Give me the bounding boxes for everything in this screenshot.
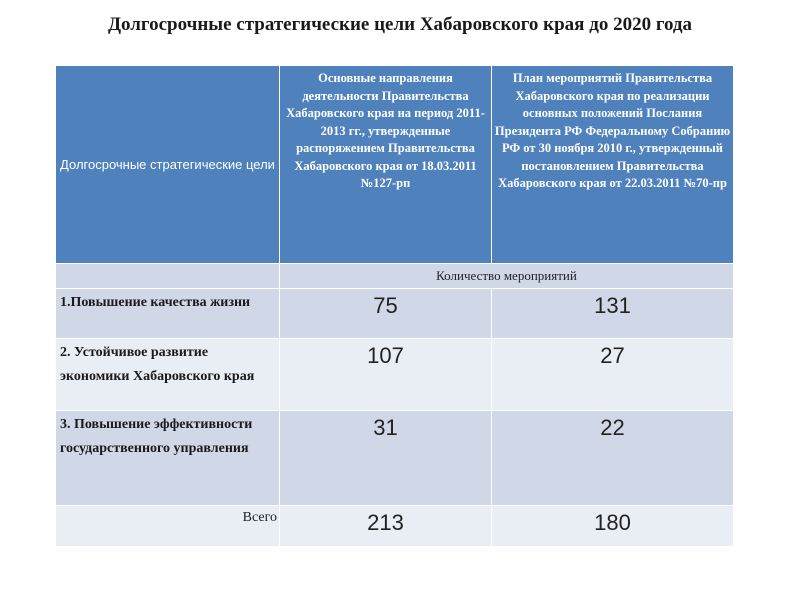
table-row: [56, 289, 734, 339]
value-cell-directions: 107: [280, 339, 492, 411]
header-plan: План мероприятий Правительства Хабаровского края по реализации основных положений Послания Президента РФ Федеральному Собранию РФ от 30 ноября 2010 г., утвержденный постановлением Правительства Хабаровского края от 22.03.2011 №70-пр: [492, 66, 734, 264]
subheader-row: [56, 264, 734, 289]
goals-table: [55, 65, 734, 547]
goal-cell: 2. Устойчивое развитие экономики Хабаровского края: [56, 339, 280, 411]
header-directions: Основные направления деятельности Правительства Хабаровского края на период 2011-2013 гг., утвержденные распоряжением Правительства Хабаровского края от 18.03.2011 №127-рп: [280, 66, 492, 264]
value-cell-directions: 75: [280, 289, 492, 339]
page-title: Долгосрочные стратегические цели Хабаровского края до 2020 года: [107, 14, 693, 35]
value-cell-plan: 131: [492, 289, 734, 339]
value-cell-plan: 22: [492, 411, 734, 506]
value-cell-plan: 27: [492, 339, 734, 411]
total-label: Всего: [56, 506, 280, 547]
total-plan: 180: [492, 506, 734, 547]
table-header-row: [56, 66, 734, 264]
value-cell-directions: 31: [280, 411, 492, 506]
table-row: [56, 339, 734, 411]
goal-cell: 1.Повышение качества жизни: [56, 289, 280, 339]
goal-cell: 3. Повышение эффективности государственного управления: [56, 411, 280, 506]
total-directions: 213: [280, 506, 492, 547]
subheader-empty: [56, 264, 280, 289]
subheader-count: Количество мероприятий: [280, 264, 734, 289]
header-goals: Долгосрочные стратегические цели: [56, 66, 280, 264]
table-row: [56, 411, 734, 506]
total-row: [56, 506, 734, 547]
